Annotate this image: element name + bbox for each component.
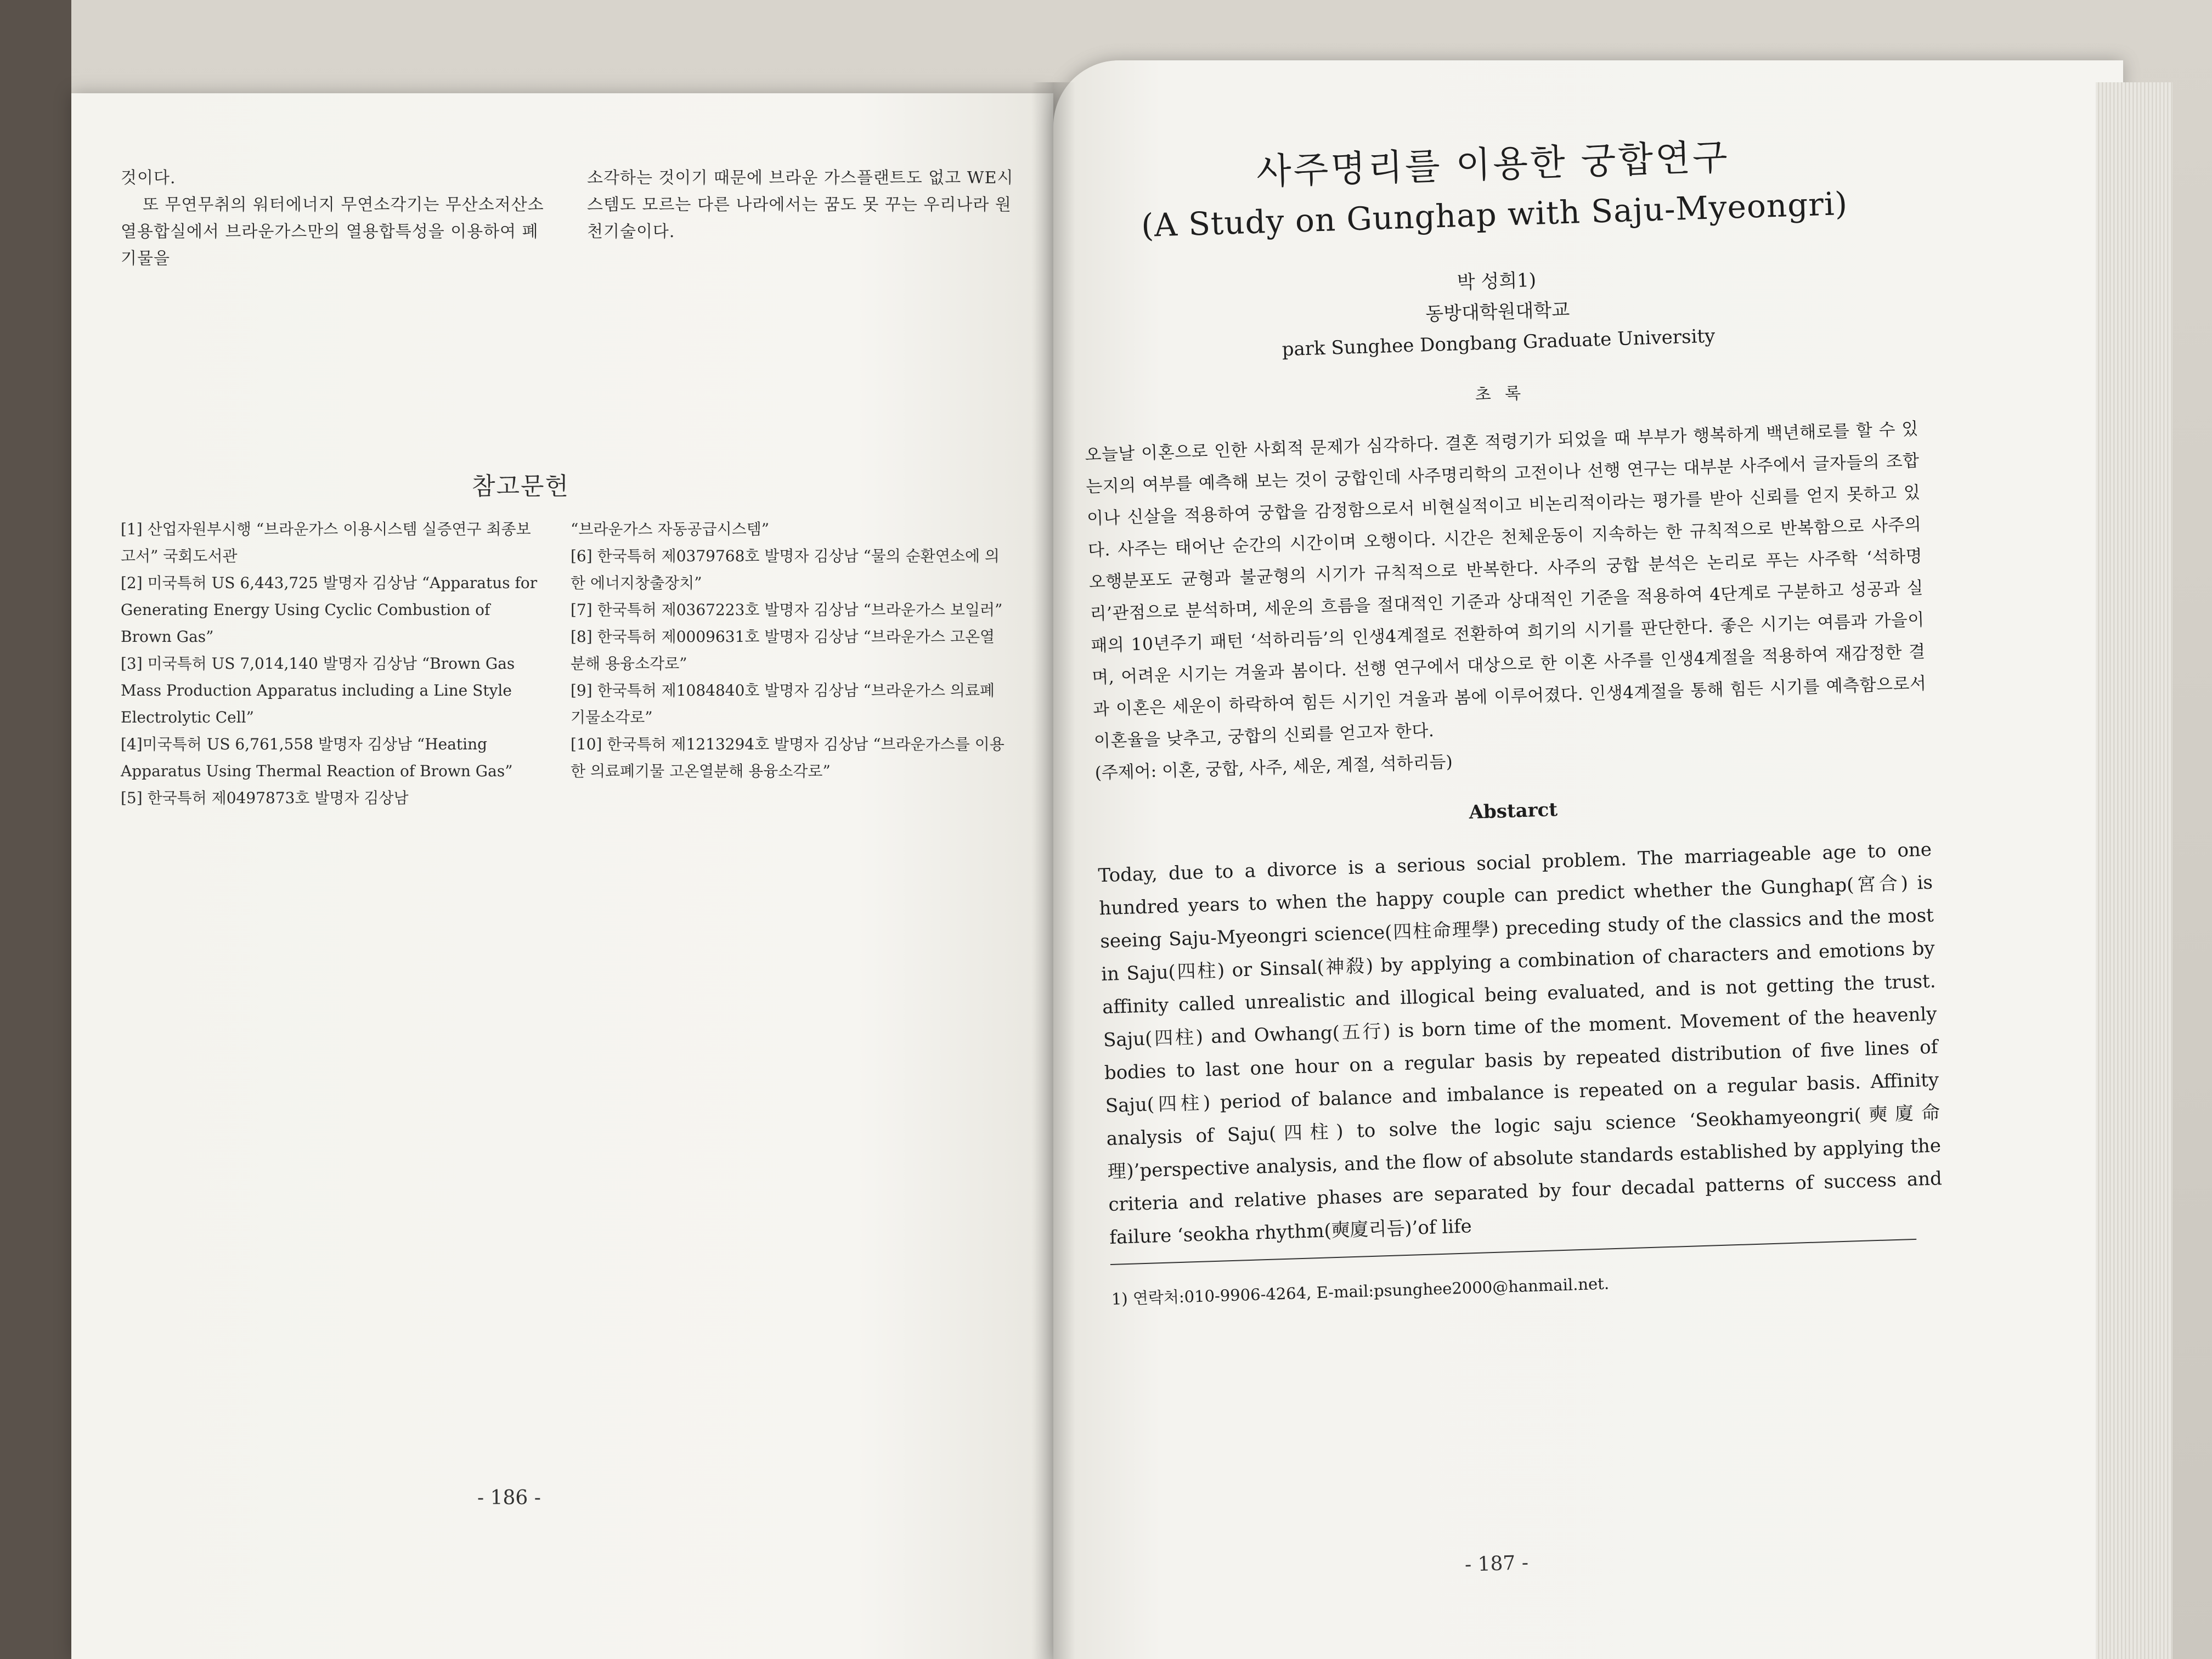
reference-item: “브라운가스 자동공급시스템” bbox=[571, 520, 770, 538]
left-column-b bbox=[587, 165, 1015, 245]
references-list-a bbox=[121, 516, 538, 811]
reference-item: [4]미국특허 US 6,761,558 발명자 김상남 “Heating Apparatus Using Thermal Reaction of Brown Gas” bbox=[121, 735, 513, 780]
reference-item: [7] 한국특허 제0367223호 발명자 김상남 “브라운가스 보일러” bbox=[571, 601, 1003, 619]
title-korean: 사주명리를 이용한 궁합연구 bbox=[1255, 136, 1730, 193]
paragraph: 또 무연무취의 워터에너지 무연소각기는 무산소저산소 열용합실에서 브라운가스만의 열용합특성을 이용하여 폐기물을 bbox=[121, 195, 544, 268]
affiliation: 동방대학원대학교 bbox=[1425, 298, 1570, 326]
abstract-korean bbox=[1085, 413, 1928, 757]
abstract-korean-text: 오늘날 이혼으로 인한 사회적 문제가 심각하다. 결혼 적령기가 되었을 때 부부가 행복하게 백년해로를 할 수 있는지의 여부를 예측해 보는 것이 궁합인데 사주명리학의 고전이나 선행 연구는 대부분 사주에서 글자들의 조합이나 신살을 적용하여 궁합을 감정함으로서 비현실적이고 비논리적이라는 평가를 받아 신뢰를 얻지 못하고 있다. 사주는 태어난 순간의 시간이며 오행이다. 시간은 천체운동이 지속하는 한 규칙적으로 반복함으로 사주의 오행분포도 균형과 불균형의 시기가 규칙적으로 반복한다. 사주의 궁합 분석은 논리로 푸는 사주학 ‘석하명리’관점으로 분석하며, 세운의 흐름을 절대적인 기준과 상대적인 기준을 적용하여 4단계로 구분하고 성공과 실패의 10년주기 패턴 ‘석하리듬’의 인생4계절로 전환하여 희기의 시기를 판단한다. 좋은 시기는 여름과 가을이며, 어려운 시기는 겨울과 봄이다. 선행 연구에서 대상으로 한 이혼 사주를 인생4계절을 적용하여 재감정한 결과 이혼은 세운이 하락하여 힘든 시기인 겨울과 봄에 이루어졌다. 인생4계절을 통해 힘든 시기를 예측함으로서 이혼율을 낮추고, 궁합의 신뢰를 얻고자 한다. bbox=[1085, 419, 1927, 752]
table-edge bbox=[0, 0, 71, 1659]
reference-item: [8] 한국특허 제0009631호 발명자 김상남 “브라운가스 고온열분해 용융소각로” bbox=[571, 628, 995, 673]
page-edges bbox=[2096, 82, 2172, 1659]
reference-item: [2] 미국특허 US 6,443,725 발명자 김상남 “Apparatus for Generating Energy Using Cyclic Combustion of Brown Gas” bbox=[121, 574, 538, 646]
reference-item: [9] 한국특허 제1084840호 발명자 김상남 “브라운가스 의료폐기물소각로” bbox=[571, 681, 995, 726]
abstract-english: Today, due to a divorce is a serious social problem. The marriageable age to one hundred years to when the happy couple can predict whether the Gunghap(宮合) is seeing Saju-Myeongri science(四柱命理學) preceding study of the classics and the most in Saju(四柱) or Sinsal(神殺) by applying a combination of characters and emotions by affinity called unrealistic and illogical being evaluated, and is not getting the trust. Saju(四柱) and Owhang(五行) is born time of the moment. Movement of the heavenly bodies to last one hour on a regular basis by repeated distribution of five lines of Saju(四柱) period of balance and imbalance is repeated on a regular basis. Affinity analysis of Saju(四柱) to solve the logic saju science ‘Seokhamyeongri(奭廈命理)’perspective analysis, and the flow of absolute standards established by applying the criteria and relative phases are separated by four decadal patterns of success and failure ‘seokha rhythm(奭廈리듬)’of life bbox=[1098, 838, 1943, 1249]
title-english: (A Study on Gunghap with Saju-Myeongri) bbox=[1141, 184, 1849, 245]
references-list-b bbox=[571, 516, 1009, 785]
reference-item: [5] 한국특허 제0497873호 발명자 김상남 bbox=[121, 789, 409, 807]
page-number-left: - 186 - bbox=[477, 1487, 541, 1509]
reference-item: [3] 미국특허 US 7,014,140 발명자 김상남 “Brown Gas Mass Production Apparatus including a Line Style Electrolytic Cell” bbox=[121, 654, 515, 726]
book-gutter bbox=[1031, 82, 1075, 1659]
text-line: 것이다. bbox=[121, 168, 176, 188]
author-name: 박 성희1) bbox=[1457, 269, 1537, 294]
author-block bbox=[1080, 253, 1916, 371]
left-column-a bbox=[121, 165, 549, 272]
abstract-english-heading: Abstarct bbox=[1469, 798, 1558, 824]
reference-item: [1] 산업자원부시행 “브라운가스 이용시스템 실증연구 최종보고서” 국회도서관 bbox=[121, 520, 531, 565]
paragraph: 소각하는 것이기 때문에 브라운 가스플랜트도 없고 WE시스템도 모르는 다른 나라에서는 꿈도 못 꾸는 우리나라 원천기술이다. bbox=[587, 168, 1014, 241]
left-page bbox=[71, 93, 1053, 1659]
references-heading: 참고문헌 bbox=[472, 472, 570, 500]
footnote: 1) 연락처:010-9906-4264, E-mail:psunghee2000@hanmail.net. bbox=[1111, 1274, 1610, 1308]
page-number-right: - 187 - bbox=[1464, 1551, 1529, 1576]
keywords: (주제어: 이혼, 궁합, 사주, 세운, 계절, 석하리듬) bbox=[1094, 752, 1453, 783]
reference-item: [10] 한국특허 제1213294호 발명자 김상남 “브라운가스를 이용한 의료폐기물 고온열분해 용융소각로” bbox=[571, 735, 1005, 780]
abstract-korean-heading: 초 록 bbox=[1475, 383, 1526, 405]
author-english: park Sunghee Dongbang Graduate University bbox=[1282, 325, 1716, 361]
reference-item: [6] 한국특허 제0379768호 발명자 김상남 “물의 순환연소에 의한 에너지창출장치” bbox=[571, 547, 1000, 592]
right-page-content bbox=[1075, 122, 1945, 1310]
